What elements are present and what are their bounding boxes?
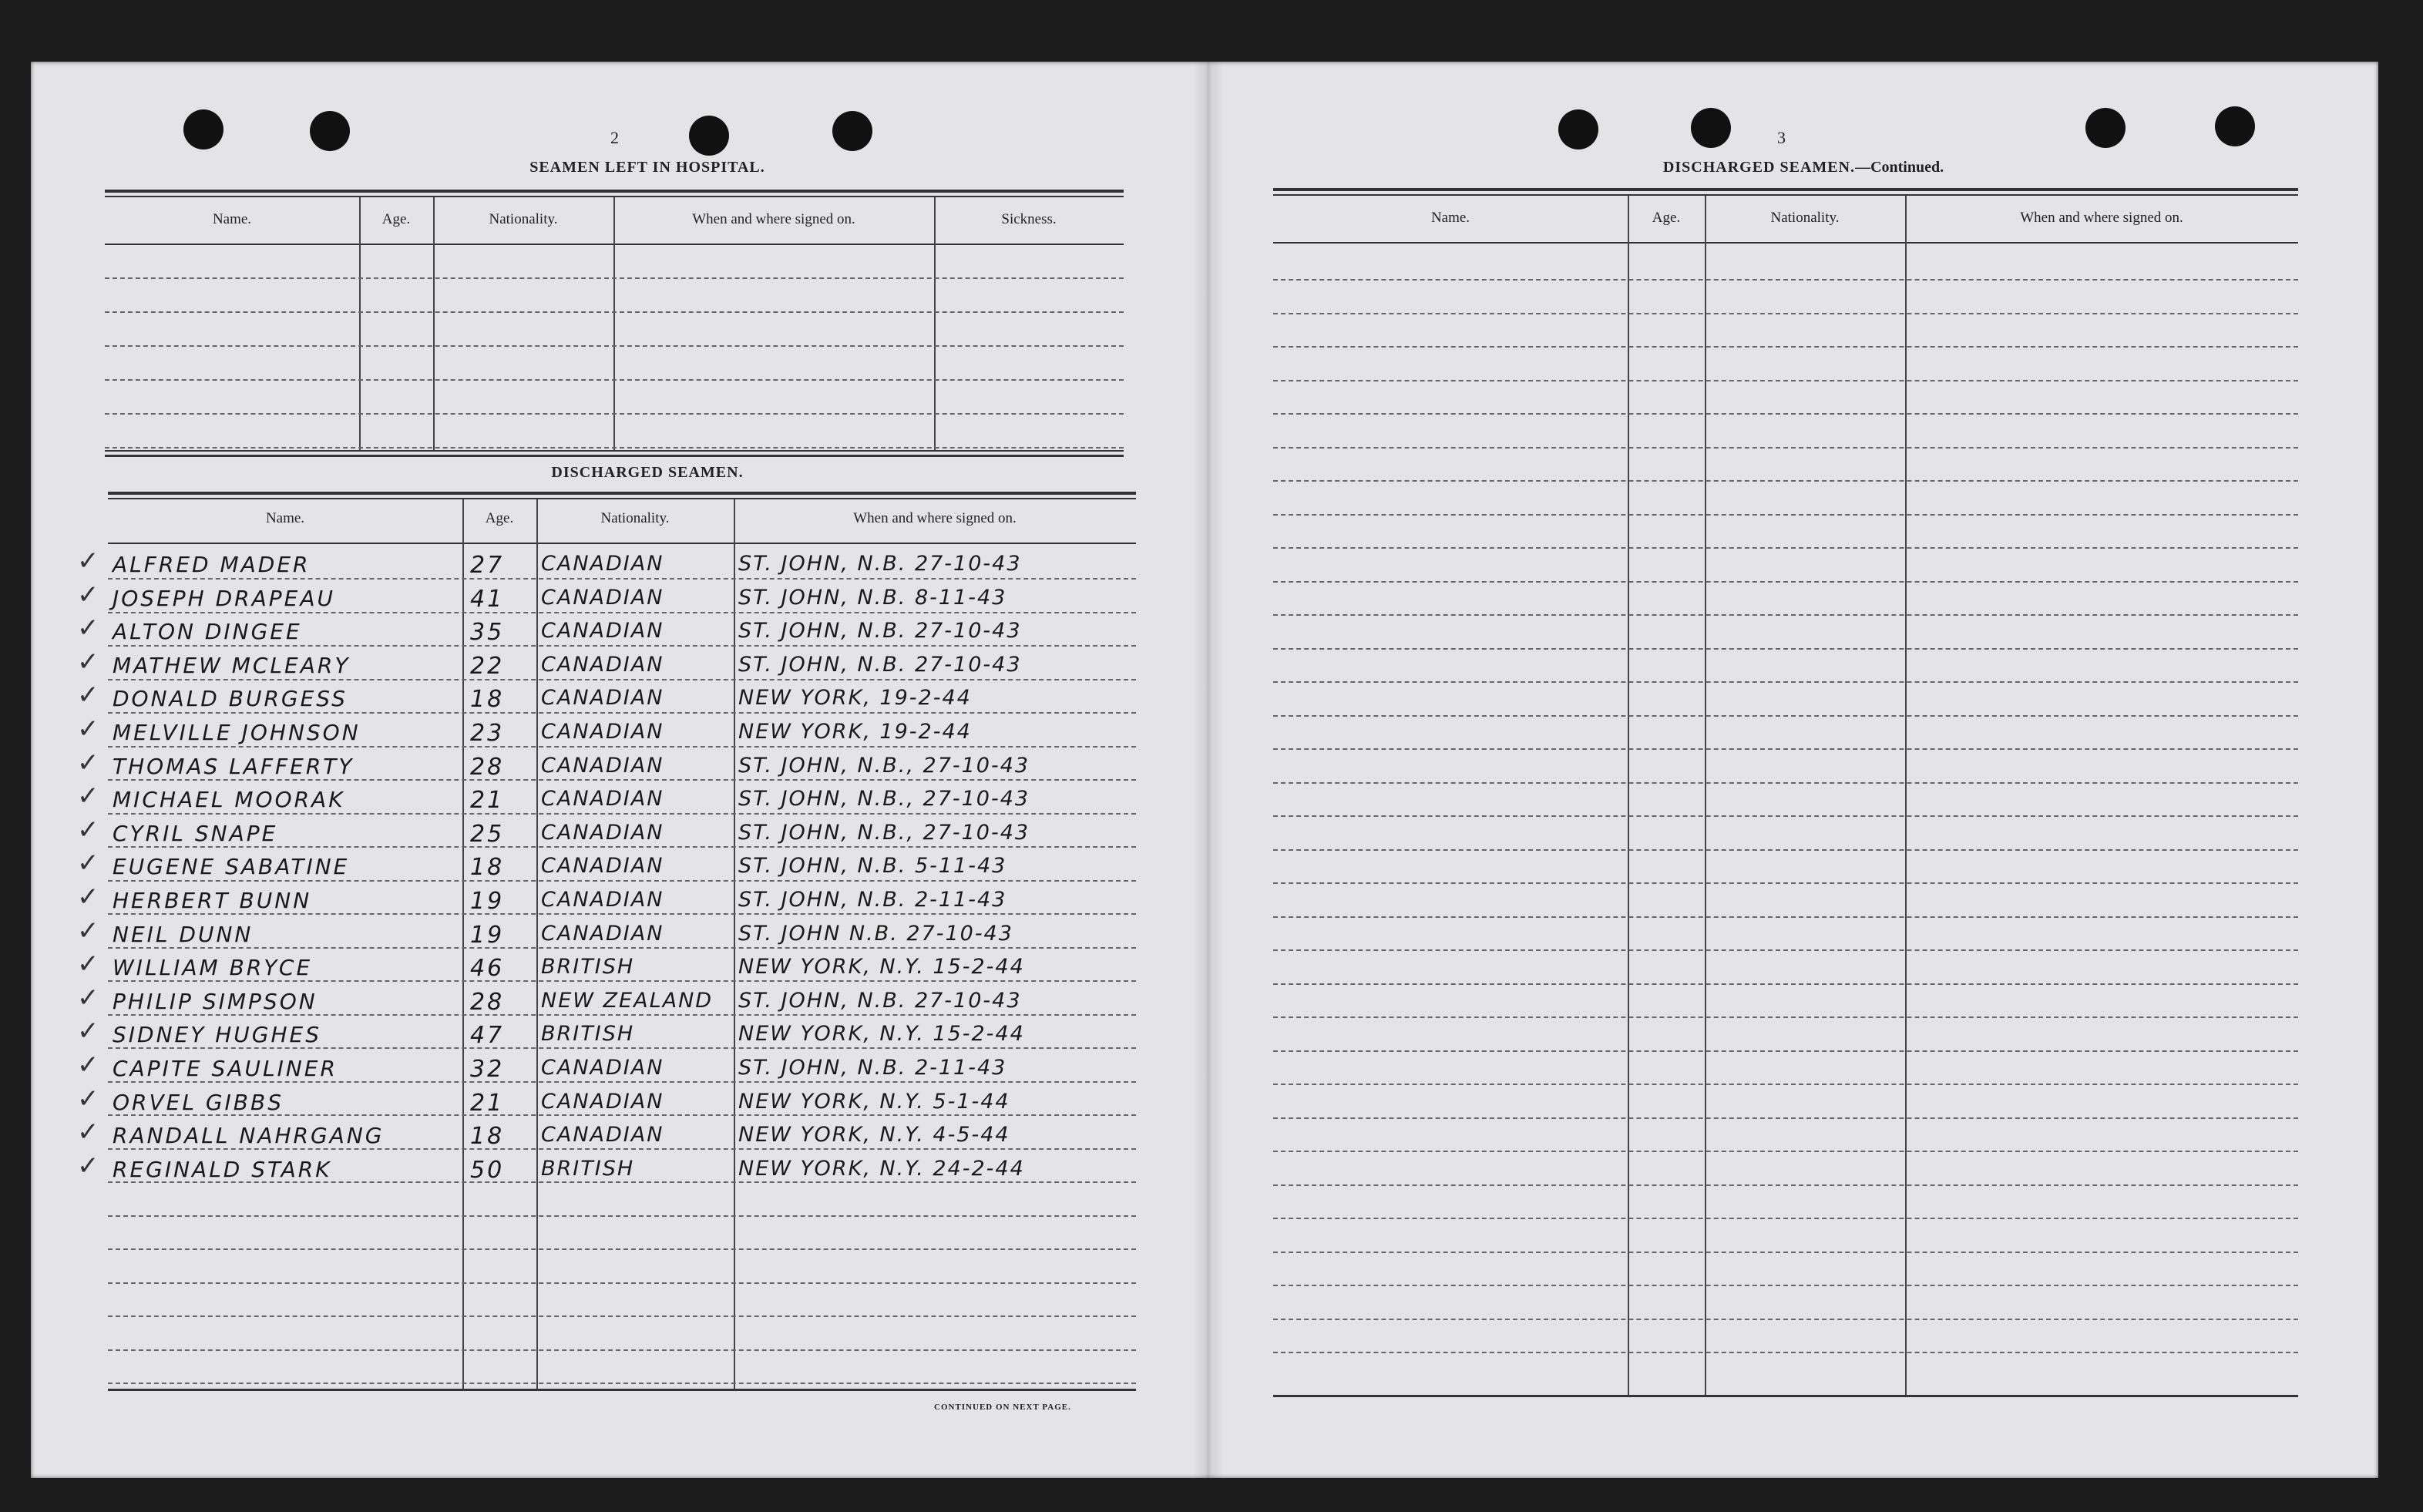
check-mark-icon: ✓ (77, 814, 99, 845)
ruled-line (1273, 748, 2298, 750)
row-nationality: CANADIAN (541, 652, 664, 677)
row-nationality: CANADIAN (541, 1123, 664, 1147)
table-row (77, 1016, 1136, 1053)
check-mark-icon: ✓ (77, 1016, 99, 1047)
row-age: 19 (470, 888, 505, 915)
row-signed-on: ST. JOHN, N.B. 27-10-43 (738, 552, 1022, 576)
row-age: 46 (470, 955, 505, 983)
punch-hole (310, 111, 350, 151)
row-age: 47 (470, 1022, 505, 1050)
right-col-nationality: Nationality. (1770, 210, 1840, 226)
row-signed-on: ST. JOHN, N.B. 2-11-43 (738, 888, 1007, 912)
ruled-line (1273, 547, 2298, 549)
row-age: 28 (470, 988, 505, 1016)
table-row (77, 1150, 1136, 1188)
ruled-line (108, 1315, 1136, 1317)
row-signed-on: NEW YORK, 19-2-44 (738, 720, 972, 744)
row-nationality: BRITISH (541, 1022, 635, 1047)
check-mark-icon: ✓ (77, 1150, 99, 1181)
row-signed-on: ST. JOHN, N.B. 8-11-43 (738, 585, 1007, 610)
row-name: EUGENE SABATINE (113, 854, 350, 880)
table-row (77, 982, 1136, 1020)
check-mark-icon: ✓ (77, 882, 99, 912)
hospital-col-sickness: Sickness. (1001, 211, 1057, 227)
row-nationality: CANADIAN (541, 619, 664, 643)
table-row (77, 882, 1136, 919)
row-nationality: CANADIAN (541, 686, 664, 711)
table-row (77, 613, 1136, 650)
punch-hole (2085, 108, 2126, 148)
row-name: JOSEPH DRAPEAU (113, 585, 335, 611)
ruled-line (1273, 447, 2298, 449)
row-age: 22 (470, 652, 505, 680)
row-name: RANDALL NAHRGANG (113, 1123, 385, 1149)
punch-hole (1558, 109, 1598, 150)
ruled-line (105, 277, 1124, 279)
ruled-line (1273, 279, 2298, 281)
table-row (77, 848, 1136, 885)
row-age: 25 (470, 820, 505, 848)
ruled-line (1273, 882, 2298, 884)
ruled-line (108, 1248, 1136, 1250)
register-spread (31, 62, 2378, 1478)
check-mark-icon: ✓ (77, 646, 99, 677)
table-row (77, 646, 1136, 684)
row-name: NEIL DUNN (113, 921, 254, 947)
row-nationality: CANADIAN (541, 585, 664, 610)
table-row (77, 680, 1136, 717)
right-col-age: Age. (1652, 210, 1681, 226)
check-mark-icon: ✓ (77, 747, 99, 778)
check-mark-icon: ✓ (77, 579, 99, 610)
section-title-suffix: —Continued. (1855, 159, 1944, 176)
center-fold (1193, 62, 1224, 1478)
row-signed-on: ST. JOHN, N.B., 27-10-43 (738, 820, 1030, 845)
discharged-continued-table (1273, 188, 2298, 1399)
table-row (77, 915, 1136, 953)
row-name: HERBERT BUNN (113, 888, 312, 913)
ruled-line (1273, 1184, 2298, 1186)
row-age: 18 (470, 1123, 505, 1151)
ruled-line (1273, 346, 2298, 348)
row-nationality: CANADIAN (541, 854, 664, 879)
row-age: 18 (470, 686, 505, 714)
row-name: PHILIP SIMPSON (113, 988, 318, 1014)
punch-hole (2215, 106, 2255, 146)
row-name: MICHAEL MOORAK (113, 787, 345, 813)
row-nationality: CANADIAN (541, 552, 664, 576)
ruled-line (1273, 782, 2298, 784)
row-signed-on: ST. JOHN, N.B. 27-10-43 (738, 619, 1022, 643)
row-age: 27 (470, 552, 505, 579)
row-name: REGINALD STARK (113, 1156, 332, 1182)
ruled-line (1273, 1218, 2298, 1219)
row-age: 18 (470, 854, 505, 882)
table-row (77, 1083, 1136, 1121)
ruled-line (1273, 313, 2298, 314)
check-mark-icon: ✓ (77, 982, 99, 1013)
row-signed-on: NEW YORK, N.Y. 15-2-44 (738, 1022, 1025, 1047)
ruled-line (1273, 1252, 2298, 1253)
right-col-signed-on: When and where signed on. (2020, 210, 2183, 226)
row-signed-on: ST. JOHN, N.B. 5-11-43 (738, 854, 1007, 879)
check-mark-icon: ✓ (77, 613, 99, 644)
row-signed-on: NEW YORK, N.Y. 15-2-44 (738, 955, 1025, 979)
table-row (77, 747, 1136, 785)
punch-hole (183, 109, 223, 150)
row-age: 32 (470, 1056, 505, 1083)
row-name: ALFRED MADER (113, 552, 311, 577)
row-age: 21 (470, 787, 505, 815)
ruled-line (1273, 949, 2298, 951)
hospital-col-signed-on: When and where signed on. (692, 211, 855, 227)
ruled-line (1273, 1319, 2298, 1320)
ruled-line (105, 413, 1124, 415)
ruled-line (1273, 648, 2298, 650)
row-age: 41 (470, 585, 505, 613)
row-name: CAPITE SAULINER (113, 1056, 338, 1081)
ruled-line (105, 379, 1124, 381)
row-signed-on: NEW YORK, N.Y. 5-1-44 (738, 1089, 1010, 1114)
ruled-line (1273, 1352, 2298, 1353)
punch-hole (1691, 108, 1731, 148)
ruled-line (1273, 1016, 2298, 1018)
discharged-col-nationality: Nationality. (600, 510, 670, 526)
row-name: MATHEW MCLEARY (113, 652, 351, 678)
continued-note: CONTINUED ON NEXT PAGE. (934, 1403, 1071, 1412)
table-row (77, 714, 1136, 751)
row-signed-on: ST. JOHN N.B. 27-10-43 (738, 921, 1013, 946)
page-number-right: 3 (1777, 128, 1786, 147)
ruled-line (1273, 983, 2298, 985)
table-row (77, 814, 1136, 852)
ruled-line (1273, 849, 2298, 851)
row-name: DONALD BURGESS (113, 686, 348, 712)
discharged-table (77, 492, 1136, 1395)
ruled-line (108, 1282, 1136, 1284)
ruled-line (1273, 815, 2298, 817)
ruled-line (108, 1383, 1136, 1384)
ruled-line (1273, 1117, 2298, 1119)
row-signed-on: NEW YORK, N.Y. 4-5-44 (738, 1123, 1010, 1147)
ruled-line (108, 1215, 1136, 1217)
right-col-name: Name. (1430, 210, 1470, 226)
row-name: MELVILLE JOHNSON (113, 720, 361, 745)
row-age: 28 (470, 753, 505, 781)
table-row (77, 546, 1136, 583)
check-mark-icon: ✓ (77, 848, 99, 879)
row-nationality: CANADIAN (541, 888, 664, 912)
row-nationality: CANADIAN (541, 1056, 664, 1080)
hospital-table (105, 190, 1124, 456)
check-mark-icon: ✓ (77, 781, 99, 812)
discharged-col-signed-on: When and where signed on. (853, 510, 1017, 526)
table-row (77, 781, 1136, 818)
check-mark-icon: ✓ (77, 1050, 99, 1080)
row-age: 21 (470, 1089, 505, 1117)
row-name: THOMAS LAFFERTY (113, 753, 355, 779)
check-mark-icon: ✓ (77, 714, 99, 744)
check-mark-icon: ✓ (77, 1117, 99, 1148)
ruled-line (1273, 681, 2298, 683)
row-age: 50 (470, 1156, 505, 1184)
discharged-col-age: Age. (485, 510, 514, 526)
ruled-line (1273, 1151, 2298, 1152)
row-nationality: CANADIAN (541, 1089, 664, 1114)
ruled-line (105, 311, 1124, 313)
ruled-line (1273, 1050, 2298, 1052)
ruled-line (108, 1349, 1136, 1351)
row-age: 19 (470, 921, 505, 949)
page-number-left: 2 (610, 128, 619, 147)
row-nationality: NEW ZEALAND (541, 988, 714, 1013)
row-nationality: BRITISH (541, 955, 635, 979)
row-name: SIDNEY HUGHES (113, 1022, 321, 1048)
ruled-line (105, 345, 1124, 347)
row-nationality: BRITISH (541, 1156, 635, 1181)
row-name: CYRIL SNAPE (113, 820, 278, 846)
hospital-col-name: Name. (212, 211, 252, 227)
ruled-line (1273, 581, 2298, 583)
row-signed-on: ST. JOHN, N.B., 27-10-43 (738, 753, 1030, 778)
ruled-line (1273, 480, 2298, 482)
row-signed-on: NEW YORK, 19-2-44 (738, 686, 972, 711)
check-mark-icon: ✓ (77, 680, 99, 711)
hospital-col-nationality: Nationality. (489, 211, 558, 227)
ruled-line (105, 447, 1124, 449)
ruled-line (1273, 1285, 2298, 1286)
punch-hole (689, 116, 729, 156)
row-signed-on: ST. JOHN, N.B. 2-11-43 (738, 1056, 1007, 1080)
row-age: 35 (470, 619, 505, 647)
row-signed-on: NEW YORK, N.Y. 24-2-44 (738, 1156, 1025, 1181)
row-nationality: CANADIAN (541, 787, 664, 811)
row-nationality: CANADIAN (541, 820, 664, 845)
ruled-line (1273, 614, 2298, 616)
check-mark-icon: ✓ (77, 546, 99, 576)
discharged-section-title: DISCHARGED SEAMEN. (551, 464, 744, 481)
ruled-line (1273, 413, 2298, 415)
row-signed-on: ST. JOHN, N.B., 27-10-43 (738, 787, 1030, 811)
row-name: WILLIAM BRYCE (113, 955, 313, 981)
discharged-continued-title (1541, 159, 2065, 176)
ruled-line (1273, 514, 2298, 516)
hospital-col-age: Age. (381, 211, 411, 227)
ruled-line (1273, 380, 2298, 381)
punch-hole (832, 111, 872, 151)
table-row (77, 579, 1136, 617)
check-mark-icon: ✓ (77, 1083, 99, 1114)
row-signed-on: ST. JOHN, N.B. 27-10-43 (738, 652, 1022, 677)
table-row (77, 1117, 1136, 1154)
hospital-section-title: SEAMEN LEFT IN HOSPITAL. (529, 159, 765, 176)
row-signed-on: ST. JOHN, N.B. 27-10-43 (738, 988, 1022, 1013)
row-nationality: CANADIAN (541, 720, 664, 744)
row-age: 23 (470, 720, 505, 747)
check-mark-icon: ✓ (77, 949, 99, 980)
table-row (77, 1050, 1136, 1087)
row-nationality: CANADIAN (541, 921, 664, 946)
row-name: ALTON DINGEE (113, 619, 302, 645)
ruled-line (1273, 916, 2298, 918)
discharged-col-name: Name. (265, 510, 305, 526)
check-mark-icon: ✓ (77, 915, 99, 946)
section-title-text: DISCHARGED SEAMEN. (1662, 159, 1856, 176)
table-row (77, 949, 1136, 986)
row-name: ORVEL GIBBS (113, 1089, 284, 1115)
ruled-line (1273, 1084, 2298, 1085)
row-nationality: CANADIAN (541, 753, 664, 778)
ruled-line (1273, 715, 2298, 717)
